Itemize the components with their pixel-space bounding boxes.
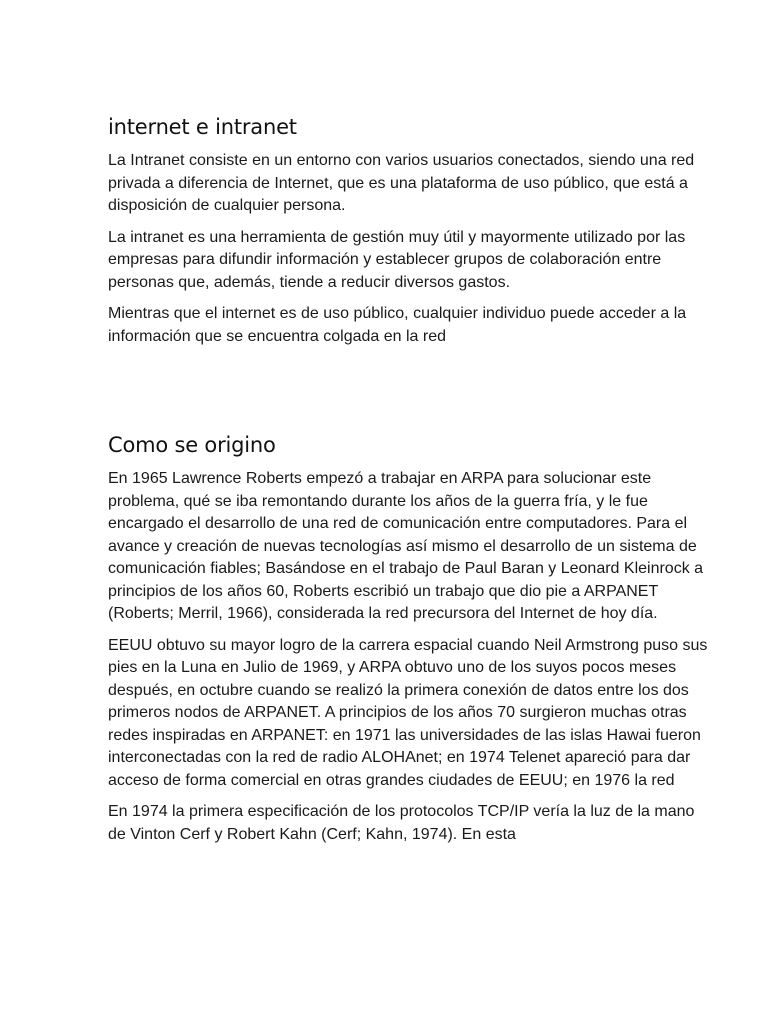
paragraph: Mientras que el internet es de uso público, cualquier individuo puede acceder a la información que se encuentra colgada en la red <box>108 305 687 345</box>
paragraph: En 1965 Lawrence Roberts empezó a trabajar en ARPA para solucionar este problema, qué se iba remontando durante los años de la guerra fría, y le fue encargado el desarrollo de una red de comunicación entre computadores. Para el avance y creación de nuevas tecnologías así mismo el desarrollo de un sistema de comunicación fiables; Basándose en el trabajo de Paul Baran y Leonard Kleinrock a principios de los años 60, Roberts escribió un trabajo que dio pie a ARPANET (Roberts; Merril, 1966), considerada la red precursora del Internet de hoy día. <box>108 470 704 622</box>
section-heading: internet e intranet <box>108 115 297 139</box>
paragraph: La Intranet consiste en un entorno con varios usuarios conectados, siendo una red privada a diferencia de Internet, que es una plataforma de uso público, que está a disposición de cualquier persona. <box>108 152 695 214</box>
paragraph: EEUU obtuvo su mayor logro de la carrera espacial cuando Neil Armstrong puso sus pies en la Luna en Julio de 1969, y ARPA obtuvo uno de los suyos pocos meses después, en octubre cuando se realizó la primera conexión de datos entre los dos primeros nodos de ARPANET. A principios de los años 70 surgieron muchas otras redes inspiradas en ARPANET: en 1971 las universidades de las islas Hawai fueron interconectadas con la red de radio ALOHAnet; en 1974 Telenet apareció para dar acceso de forma comercial en otras grandes ciudades de EEUU; en 1976 la red <box>108 636 708 789</box>
section-heading: Como se origino <box>108 433 276 457</box>
section-como-se-origino <box>108 430 708 855</box>
paragraph: La intranet es una herramienta de gestión muy útil y mayormente utilizado por las empresas para difundir información y establecer grupos de colaboración entre personas que, además, tiende a reducir diversos gastos. <box>108 228 686 291</box>
section-internet-intranet <box>108 112 708 357</box>
paragraph: En 1974 la primera especificación de los protocolos TCP/IP vería la luz de la mano de Vinton Cerf y Robert Kahn (Cerf; Kahn, 1974). En esta <box>108 803 695 843</box>
